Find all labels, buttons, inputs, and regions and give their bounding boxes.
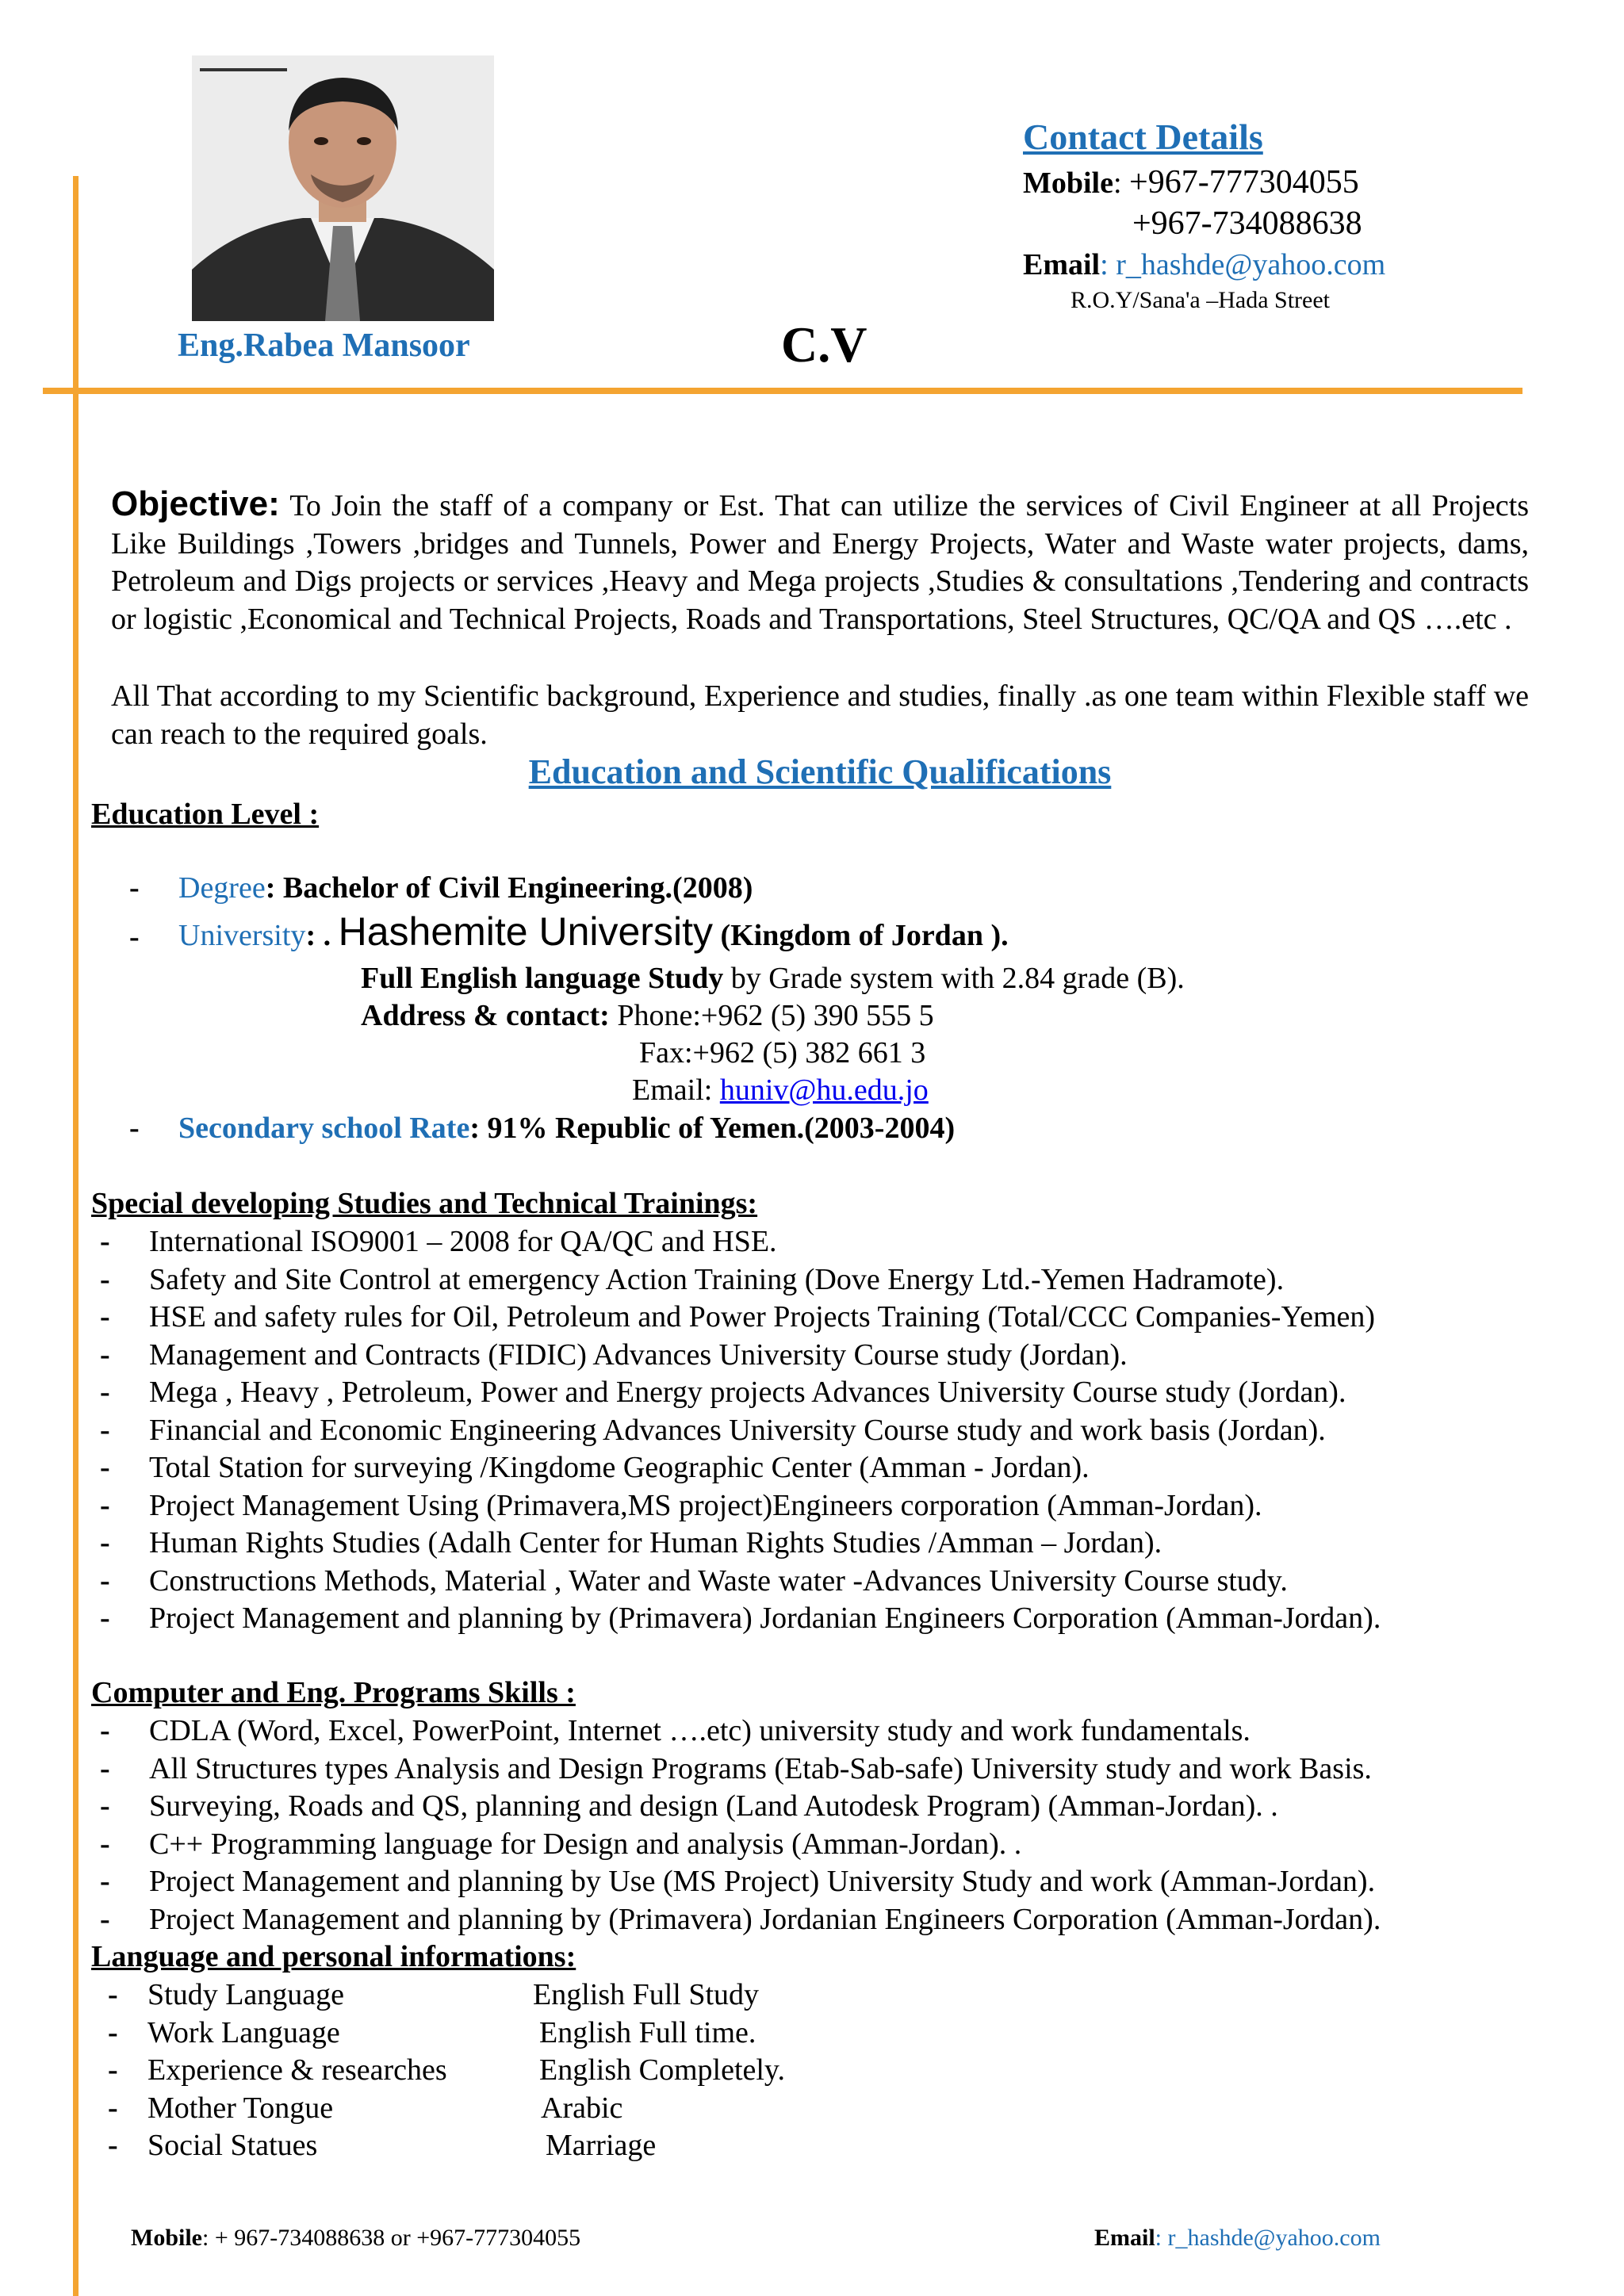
header-divider-line [43,388,1522,394]
skill-text: Surveying, Roads and QS, planning and design (Land Autodesk Program) (Amman-Jordan). . [149,1789,1278,1823]
footer-mobile [131,2225,580,2252]
language-value: English Full Study [533,1978,760,2011]
list-item: - Safety and Site Control at emergency Action Training (Dove Energy Ltd.-Yemen Hadramote). [100,1262,1285,1296]
list-item: - Experience & researches English Completely. [103,2052,1055,2090]
university-country: (Kingdom of Jordan ). [720,919,1009,952]
list-item: - Constructions Methods, Material , Water and Waste water -Advances University Course study. [100,1563,1288,1598]
list-item: - Management and Contracts (FIDIC) Advances University Course study (Jordan). [100,1337,1128,1372]
skills-heading: Computer and Eng. Programs Skills : [91,1676,576,1709]
list-item: - Project Management and planning by (Primavera) Jordanian Engineers Corporation (Amman-Jordan). [100,1902,1381,1936]
profile-photo [192,55,494,321]
language-key: Mother Tongue [147,2091,334,2125]
list-item: - CDLA (Word, Excel, PowerPoint, Internet ….etc) university study and work fundamentals. [100,1714,1251,1747]
email-line: Email: r_hashde@yahoo.com [1023,248,1386,281]
degree-bullet: - [129,871,140,905]
university-bullet: - [129,920,140,954]
list-item: - Social Statues Marriage [103,2127,1055,2165]
training-text: Mega , Heavy , Petroleum, Power and Energy projects Advances University Course study (Jordan). [149,1376,1346,1409]
language-key: Social Statues [147,2129,318,2162]
university-fax: Fax:+962 (5) 382 661 3 [639,1036,926,1070]
language-value: English Full time. [539,2015,756,2049]
objective-paragraph [111,485,1529,638]
education-level-heading: Education Level : [91,798,320,831]
university-email-prefix: Email: [632,1073,713,1107]
skill-text: Project Management and planning by (Primavera) Jordanian Engineers Corporation (Amman-Jordan). [149,1902,1381,1936]
list-item: - All Structures types Analysis and Design Programs (Etab-Sab-safe) University study and work Basis. [100,1751,1372,1785]
list-item: - Financial and Economic Engineering Advances University Course study and work basis (Jordan). [100,1413,1326,1447]
university-email-row [632,1073,929,1108]
training-text: Total Station for surveying /Kingdome Geographic Center (Amman - Jordan). [149,1451,1090,1484]
list-item: - Human Rights Studies (Adalh Center for Human Rights Studies /Amman – Jordan). [100,1526,1162,1559]
list-item: - HSE and safety rules for Oil, Petroleum and Power Projects Training (Total/CCC Companies-Yemen) [100,1300,1376,1334]
secondary-row [178,1111,955,1146]
list-item: - Mother Tongue Arabic [103,2090,1055,2128]
degree-value: : Bachelor of Civil Engineering.(2008) [265,871,753,905]
skills-list [95,1712,1602,1938]
list-item: - Study Language English Full Study [103,1976,1055,2015]
training-text: Constructions Methods, Material , Water and Waste water -Advances University Course study. [149,1563,1288,1598]
university-phone: Phone:+962 (5) 390 555 5 [617,999,934,1032]
language-heading: Language and personal informations: [91,1940,576,1973]
language-value: Marriage [546,2129,657,2162]
list-item: - Total Station for surveying /Kingdome Geographic Center (Amman - Jordan). [100,1451,1090,1484]
language-list [103,1976,1055,2165]
university-email-link[interactable]: huniv@hu.edu.jo [719,1073,929,1107]
footer-email-label: Email [1094,2225,1155,2251]
footer-email-address[interactable]: r_hashde@yahoo.com [1167,2225,1381,2251]
secondary-value: : 91% Republic of Yemen.(2003-2004) [469,1112,956,1145]
education-section-title: Education and Scientific Qualifications [528,752,1112,791]
secondary-label: Secondary school Rate [178,1112,470,1145]
study-language-rest: by Grade system with 2.84 grade (B). [723,962,1185,995]
trainings-heading: Special developing Studies and Technical Trainings: [91,1187,758,1220]
footer-mobile-label: Mobile [131,2225,202,2251]
secondary-bullet: - [129,1112,140,1145]
university-separator: : . [305,919,331,952]
footer-email-sep: : [1155,2225,1168,2251]
study-language-row [361,961,1185,996]
contact-email[interactable]: r_hashde@yahoo.com [1116,248,1386,281]
footer-mobile-text: : + 967-734088638 or +967-777304055 [202,2225,581,2251]
footer-email [1094,2225,1381,2252]
language-key: Experience & researches [147,2053,447,2087]
list-item: - Project Management and planning by (Primavera) Jordanian Engineers Corporation (Amman-Jordan). [100,1601,1381,1635]
skill-text: All Structures types Analysis and Design Programs (Etab-Sab-safe) University study and work Basis. [149,1751,1372,1785]
objective-text: To Join the staff of a company or Est. That can utilize the services of Civil Engineer at all Projects Like Buildings ,Towers ,bridges and Tunnels, Power and Energy Projects, Water and Waste water projects, dams, Petroleum and Digs projects or services ,Heavy and Mega projects ,Studies & consultations ,Tendering and contracts or logistic ,Economical and Technical Projects, Roads and Transportations, Steel Structures, QC/QA and QS ….etc . [111,489,1529,636]
list-item: - International ISO9001 – 2008 for QA/QC and HSE. [100,1225,777,1258]
training-text: Safety and Site Control at emergency Action Training (Dove Energy Ltd.-Yemen Hadramote). [149,1262,1285,1296]
mobile-number-2: +967-734088638 [1132,205,1362,242]
training-text: Project Management Using (Primavera,MS project)Engineers corporation (Amman-Jordan). [149,1488,1262,1522]
skill-text: CDLA (Word, Excel, PowerPoint, Internet ….etc) university study and work fundamentals. [149,1714,1251,1747]
email-label: Email [1023,248,1101,281]
training-text: Management and Contracts (FIDIC) Advances University Course study (Jordan). [149,1337,1128,1372]
degree-label: Degree [178,871,266,905]
list-item: - Mega , Heavy , Petroleum, Power and Energy projects Advances University Course study (Jordan). [100,1376,1346,1409]
training-text: International ISO9001 – 2008 for QA/QC and HSE. [149,1225,777,1258]
mobile-number-1: +967-777304055 [1129,164,1359,201]
trainings-list [95,1223,1602,1638]
training-text: Human Rights Studies (Adalh Center for Human Rights Studies /Amman – Jordan). [149,1526,1162,1559]
candidate-name: Eng.Rabea Mansoor [178,327,470,364]
list-item: - C++ Programming language for Design and analysis (Amman-Jordan). . [100,1827,1022,1861]
training-text: Financial and Economic Engineering Advances University Course study and work basis (Jordan). [149,1413,1326,1447]
skill-text: Project Management and planning by Use (MS Project) University Study and work (Amman-Jordan). [149,1865,1376,1898]
language-key: Work Language [147,2015,340,2049]
language-value: English Completely. [539,2053,785,2087]
university-row [178,909,1009,955]
list-item: - Project Management and planning by Use (MS Project) University Study and work (Amman-Jordan). [100,1865,1376,1898]
university-address-row [361,998,934,1033]
list-item: - Surveying, Roads and QS, planning and design (Land Autodesk Program) (Amman-Jordan). . [100,1789,1278,1823]
objective-label: Objective: [111,484,280,523]
training-text: Project Management and planning by (Primavera) Jordanian Engineers Corporation (Amman-Jordan). [149,1601,1381,1635]
contact-address: R.O.Y/Sana'a –Hada Street [1071,287,1330,313]
study-language-bold: Full English language Study [361,962,724,995]
degree-row [178,871,753,905]
mobile-label: Mobile [1023,166,1113,200]
language-key: Study Language [147,1978,345,2011]
left-accent-line [73,176,79,2296]
skill-text: C++ Programming language for Design and analysis (Amman-Jordan). . [149,1827,1022,1861]
cv-title: C.V [781,316,868,373]
training-text: HSE and safety rules for Oil, Petroleum and Power Projects Training (Total/CCC Companies-Yemen) [149,1300,1376,1334]
mobile-line: Mobile: +967-777304055 [1023,164,1359,201]
address-label: Address & contact: [361,999,610,1032]
list-item: - Project Management Using (Primavera,MS project)Engineers corporation (Amman-Jordan). [100,1488,1262,1522]
university-label: University [178,919,306,952]
objective-paragraph-2: All That according to my Scientific background, Experience and studies, finally .as one team within Flexible staff we can reach to the required goals. [111,679,1529,751]
list-item: - Work Language English Full time. [103,2015,1055,2053]
language-value: Arabic [541,2091,623,2125]
university-name: Hashemite University [338,909,713,954]
contact-details-title: Contact Details [1023,117,1263,157]
